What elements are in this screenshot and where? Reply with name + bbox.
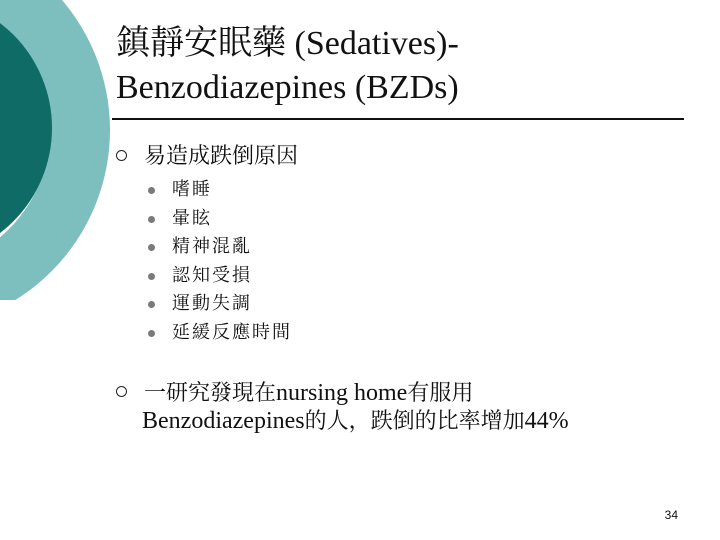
finding-line-1 (144, 378, 704, 409)
finding-middle: 的人，跌倒的比率增加 (304, 409, 525, 434)
slide-title (116, 22, 706, 110)
finding-percentage: 44% (524, 408, 569, 434)
list-item-label: 暈眩 (172, 207, 212, 229)
dot-bullet-icon (148, 301, 155, 308)
dot-bullet-icon (148, 244, 155, 251)
title-divider (112, 118, 684, 120)
dot-bullet-icon (148, 330, 155, 337)
finding-drug: Benzodiazepines (142, 408, 305, 434)
list-item-label: 嗜睡 (172, 179, 212, 200)
list-item-label: 精神混亂 (172, 236, 252, 258)
title-line-2: Benzodiazepines (BZDs) (116, 69, 459, 106)
bullet-text: 易造成跌倒原因 (144, 144, 299, 169)
page-number: 34 (664, 508, 678, 522)
dot-bullet-icon (148, 273, 155, 280)
finding-line-2 (142, 406, 702, 437)
ring-bullet-icon (116, 150, 127, 161)
finding-setting: nursing home (276, 380, 408, 406)
dot-bullet-icon (148, 216, 155, 223)
list-item-label: 認知受損 (172, 264, 252, 286)
title-line-1: 鎮靜安眠藥 (Sedatives)- (116, 25, 459, 62)
list-item-label: 運動失調 (172, 293, 252, 315)
finding-suffix: 有服用 (407, 381, 474, 406)
finding-prefix: 一研究發現在 (144, 381, 277, 406)
bullet-text (144, 378, 704, 409)
list-item-label: 延緩反應時間 (172, 321, 292, 343)
slide-decoration (0, 0, 120, 300)
ring-bullet-icon (116, 386, 127, 397)
dot-bullet-icon (148, 187, 155, 194)
